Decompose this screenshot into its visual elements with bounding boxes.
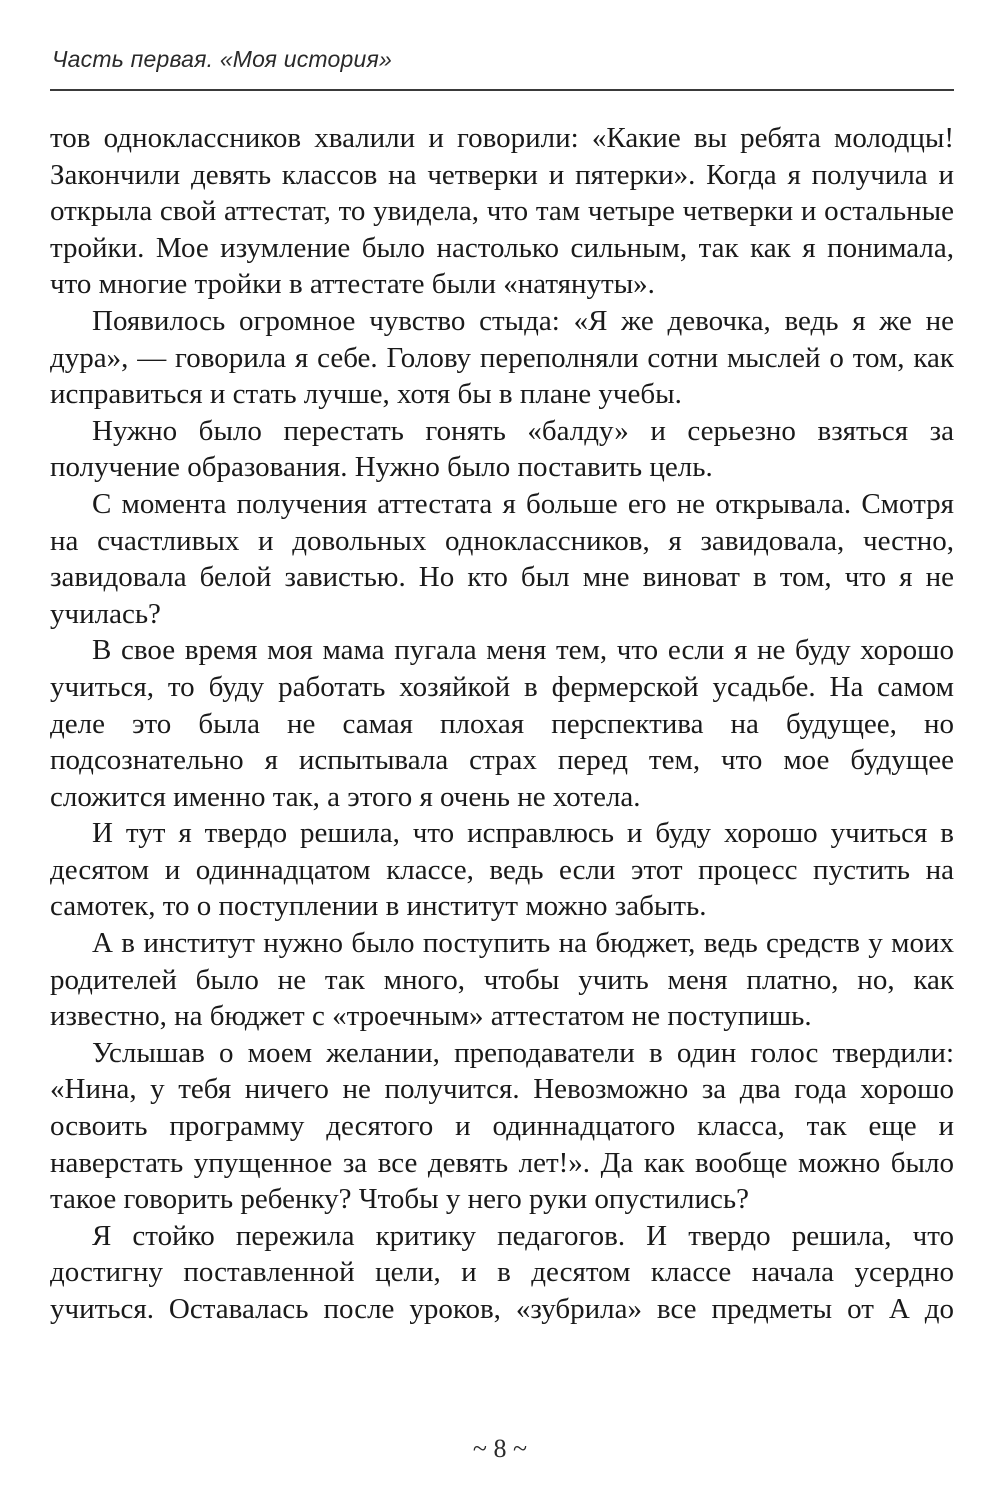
paragraph-2: Появилось огромное чувство стыда: «Я же девочка, ведь я же не дура», — говорила я себе. Голову переполняли сотни мыслей о том, как исправиться и стать лучше, хотя бы в плане учебы. xyxy=(50,304,954,411)
running-head: Часть первая. «Моя история» xyxy=(52,46,392,72)
paragraph-3: Нужно было перестать гонять «балду» и серьезно взяться за получение образования. Нужно было поставить цель. xyxy=(50,414,954,484)
paragraph-6: И тут я твердо решила, что исправлюсь и буду хорошо учиться в десятом и одиннадцатом классе, ведь если этот процесс пустить на самотек, то о поступлении в институт можно забыть. xyxy=(50,817,954,923)
header-rule xyxy=(50,89,954,91)
paragraph-5: В свое время моя мама пугала меня тем, что если я не буду хорошо учиться, то буду работать хозяйкой в фермерской усадьбе. На самом деле это была не самая плохая перспектива на будущее, но подсознательно я испытывала страх перед тем, что мое будущее сложится именно так, а этого я очень не хотела. xyxy=(50,634,954,813)
paragraph-8: Услышав о моем желании, преподаватели в один голос твердили: «Нина, у тебя ничего не получится. Невозможно за два года хорошо освоить программу десятого и одиннадцатого класса, так еще и наверстать упущенное за все девять лет!». Да как вообще можно было такое говорить ребенку? Чтобы у него руки опустились? xyxy=(50,1036,954,1216)
page-number: ~ 8 ~ xyxy=(472,1434,528,1463)
paragraph-1: тов одноклассников хвалили и говорили: «Какие вы ребята молодцы! Закончили девять классов на четверки и пятерки». Когда я получила и открыла свой аттестат, то увидела, что там четыре четверки и остальные тройки. Мое изумление было настолько сильным, так как я понимала, что многие тройки в аттестате были «натянуты». xyxy=(50,122,954,301)
body-text xyxy=(50,120,954,1328)
paragraph-7: А в институт нужно было поступить на бюджет, ведь средств у моих родителей было не так много, чтобы учить меня платно, но, как известно, на бюджет с «троечным» аттестатом не поступишь. xyxy=(50,927,954,1033)
paragraph-9: Я стойко пережила критику педагогов. И твердо решила, что достигну поставленной цели, и в десятом классе начала усердно учиться. Оставалась после уроков, «зубрила» все предметы от А до xyxy=(50,1219,954,1325)
paragraph-4: С момента получения аттестата я больше его не открывала. Смотря на счастливых и довольных одноклассников, я завидовала, честно, завидовала белой завистью. Но кто был мне виноват в том, что я не училась? xyxy=(50,487,954,630)
